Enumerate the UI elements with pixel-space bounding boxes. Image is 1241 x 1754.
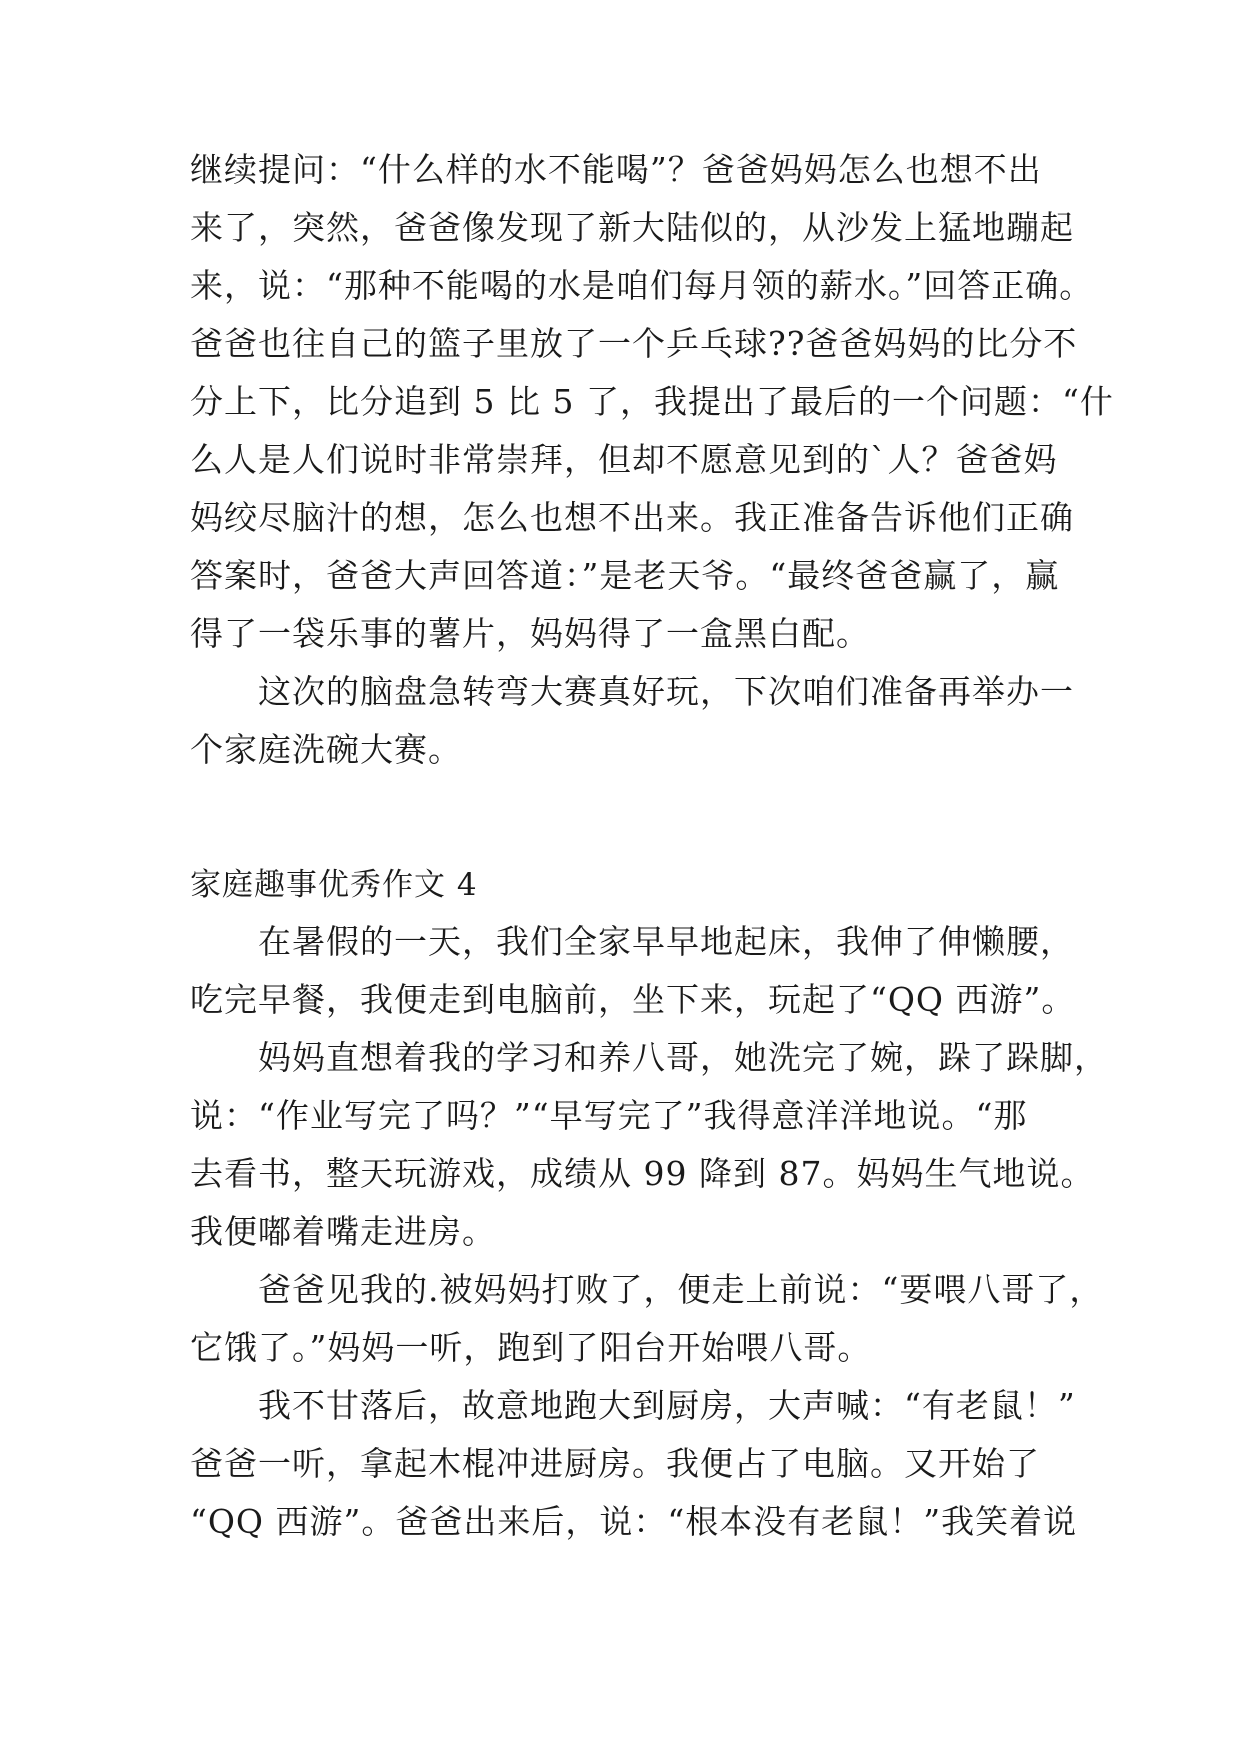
- paragraph-line: 来，说：“那种不能喝的水是咱们每月领的薪水。”回答正确。: [190, 266, 1094, 305]
- paragraph-line: 妈妈直想着我的学习和养八哥，她洗完了婉，跺了跺脚，: [258, 1038, 1108, 1077]
- paragraph-line: 得了一袋乐事的薯片，妈妈得了一盒黑白配。: [190, 614, 870, 653]
- paragraph-line: 来了，突然，爸爸像发现了新大陆似的，从沙发上猛地蹦起: [190, 208, 1074, 247]
- paragraph-line: 说：“作业写完了吗？”“早写完了”我得意洋洋地说。“那: [190, 1096, 1028, 1135]
- paragraph-line: 我便嘟着嘴走进房。: [190, 1212, 496, 1251]
- paragraph-line: 个家庭洗碗大赛。: [190, 730, 462, 769]
- paragraph-line: 在暑假的一天，我们全家早早地起床，我伸了伸懒腰，: [258, 922, 1074, 961]
- paragraph-line: 去看书，整天玩游戏，成绩从 99 降到 87。妈妈生气地说。: [190, 1154, 1095, 1193]
- paragraph-line: 么人是人们说时非常崇拜，但却不愿意见到的`人？爸爸妈: [190, 440, 1058, 479]
- paragraph-line: 分上下，比分追到 5 比 5 了，我提出了最后的一个问题：“什: [190, 382, 1114, 421]
- paragraph-line: 吃完早餐，我便走到电脑前，坐下来，玩起了“QQ 西游”。: [190, 980, 1076, 1019]
- paragraph-line: 这次的脑盘急转弯大赛真好玩，下次咱们准备再举办一: [258, 672, 1074, 711]
- paragraph-line: 妈绞尽脑汁的想，怎么也想不出来。我正准备告诉他们正确: [190, 498, 1074, 537]
- paragraph-line: 答案时，爸爸大声回答道：”是老天爷。“最终爸爸赢了，赢: [190, 556, 1060, 595]
- paragraph-line: 爸爸见我的.被妈妈打败了，便走上前说：“要喂八哥了，: [258, 1270, 1104, 1309]
- paragraph-line: 爸爸也往自己的篮子里放了一个乒乓球??爸爸妈妈的比分不: [190, 324, 1078, 363]
- paragraph-line: 继续提问：“什么样的水不能喝”？爸爸妈妈怎么也想不出: [190, 150, 1042, 189]
- paragraph-line: “QQ 西游”。爸爸出来后，说：“根本没有老鼠！”我笑着说: [190, 1502, 1078, 1541]
- essay-heading: 家庭趣事优秀作文 4: [190, 867, 478, 903]
- paragraph-line: 爸爸一听，拿起木棍冲进厨房。我便占了电脑。又开始了: [190, 1444, 1040, 1483]
- paragraph-line: 我不甘落后，故意地跑大到厨房，大声喊：“有老鼠！”: [258, 1386, 1076, 1425]
- paragraph-line: 它饿了。”妈妈一听，跑到了阳台开始喂八哥。: [190, 1328, 872, 1367]
